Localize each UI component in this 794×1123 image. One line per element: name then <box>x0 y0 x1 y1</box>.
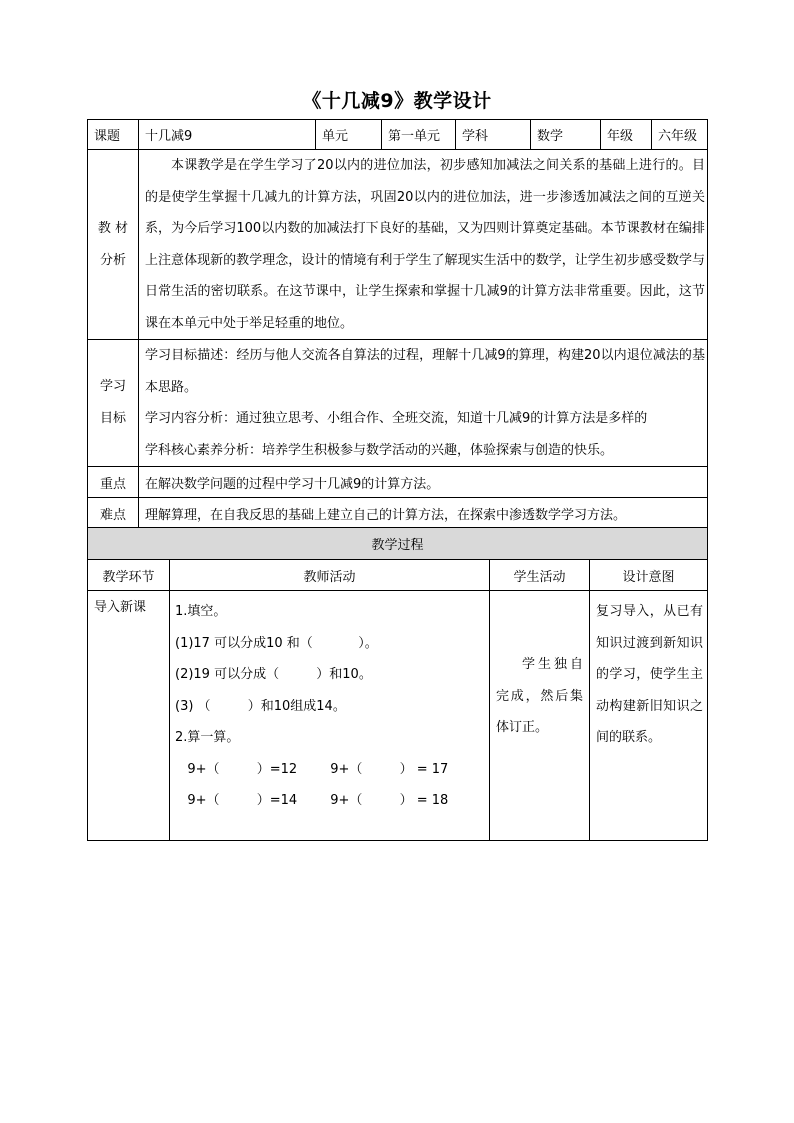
design-intent: 复习导入，从已有知识过渡到新知识的学习，使学生主动构建新旧知识之间的联系。 <box>590 591 708 841</box>
lesson-info-table <box>87 119 708 529</box>
process-header: 教学过程 <box>88 528 708 560</box>
teacher-activity <box>170 591 490 841</box>
objectives-label: 学习 目标 <box>88 340 139 467</box>
difficulty-label: 难点 <box>88 498 139 529</box>
page-title: 《十几减9》教学设计 <box>302 90 492 112</box>
student-activity: 学生独自完成，然后集体订正。 <box>490 591 590 841</box>
teacher-line: 1.填空。 <box>175 604 227 619</box>
objectives-text-cell <box>139 340 708 467</box>
process-columns-row <box>88 560 708 591</box>
teacher-line: 2.算一算。 <box>175 730 240 745</box>
process-header-row <box>88 528 708 560</box>
topic-value: 十几减9 <box>139 120 316 150</box>
material-text-cell <box>139 150 708 340</box>
goal-description: 学习目标描述：经历与他人交流各自算法的过程，理解十几减9的算理，构建20以内退位减法的基本思路。 <box>145 348 705 395</box>
topic-label: 课题 <box>88 120 139 150</box>
info-row <box>88 120 708 150</box>
stage-cell: 导入新课 <box>88 591 170 841</box>
teacher-line: (1)17 可以分成10 和（ ）。 <box>175 635 378 651</box>
grade-label: 年级 <box>601 120 652 150</box>
unit-value: 第一单元 <box>382 120 456 150</box>
teacher-line: 9+（ ）=14 9+（ ） = 18 <box>175 793 449 808</box>
col-teacher: 教师活动 <box>170 560 490 591</box>
key-point-text: 在解决数学问题的过程中学习十几减9的计算方法。 <box>139 467 708 498</box>
subject-value: 数学 <box>531 120 601 150</box>
difficulty-row <box>88 498 708 529</box>
teacher-line: (2)19 可以分成（ ）和10。 <box>175 667 372 682</box>
col-student: 学生活动 <box>490 560 590 591</box>
col-stage: 教学环节 <box>88 560 170 591</box>
col-design: 设计意图 <box>590 560 708 591</box>
teacher-line: (3) （ ）和10组成14。 <box>175 698 346 714</box>
literacy-analysis: 学科核心素养分析：培养学生积极参与数学活动的兴趣，体验探索与创造的快乐。 <box>145 442 614 458</box>
teacher-line: 9+（ ）=12 9+（ ） = 17 <box>175 761 449 777</box>
material-row <box>88 150 708 340</box>
process-row <box>88 591 708 841</box>
objectives-row <box>88 340 708 467</box>
material-text: 本课教学是在学生学习了20以内的进位加法，初步感知加减法之间关系的基础上进行的。目的是使学生掌握十几减九的计算方法，巩固20以内的进位加法，进一步渗透加减法之间的互逆关系，为今后学习100以内数的加减法打下良好的基础，又为四则计算奠定基础。本节课教材在编排上注意体现新的教学理念，设计的情境有利于学生了解现实生活中的数学，让学生初步感受数学与日常生活的密切联系。在这节课中，让学生探索和掌握十几减9的计算方法非常重要。因此，这节课在本单元中处于举足轻重的地位。 <box>145 158 705 331</box>
key-point-label: 重点 <box>88 467 139 498</box>
subject-label: 学科 <box>456 120 531 150</box>
grade-value: 六年级 <box>652 120 708 150</box>
unit-label: 单元 <box>316 120 382 150</box>
content-analysis: 学习内容分析：通过独立思考、小组合作、全班交流，知道十几减9的计算方法是多样的 <box>145 411 648 426</box>
teaching-process-table <box>87 527 708 841</box>
key-point-row <box>88 467 708 498</box>
material-label: 教 材 分析 <box>88 150 139 340</box>
difficulty-text: 理解算理，在自我反思的基础上建立自己的计算方法，在探索中渗透数学学习方法。 <box>139 498 708 529</box>
